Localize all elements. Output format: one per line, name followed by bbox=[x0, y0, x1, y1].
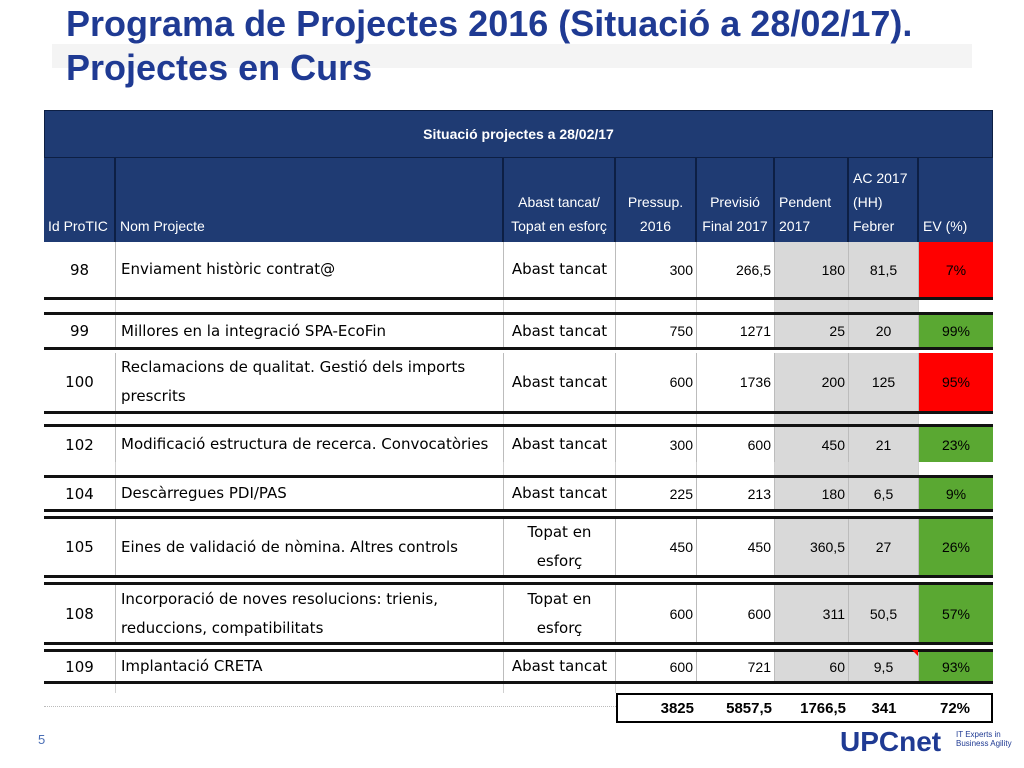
row-gap bbox=[44, 414, 993, 424]
cell-pend: 25 bbox=[775, 315, 849, 347]
table-row bbox=[44, 652, 993, 681]
table-row bbox=[44, 353, 993, 411]
cell-abast: Abast tancat bbox=[504, 478, 616, 509]
table-header-title: Situació projectes a 28/02/17 bbox=[44, 110, 993, 158]
col-header-prev: Previsió Final 2017 bbox=[697, 158, 775, 242]
cell-abast: Abast tancat bbox=[504, 427, 616, 462]
cell-ac: 21 bbox=[849, 427, 919, 462]
table-row bbox=[44, 242, 993, 297]
cell-ac: 125 bbox=[849, 353, 919, 411]
col-header-pend: Pendent 2017 bbox=[775, 158, 849, 242]
cell-name: Enviament històric contrat@ bbox=[116, 242, 504, 297]
cell-prev: 600 bbox=[697, 585, 775, 642]
cell-press: 300 bbox=[616, 242, 697, 297]
col-header-press: Pressup. 2016 bbox=[616, 158, 697, 242]
cell-prev: 450 bbox=[697, 519, 775, 575]
cell-prev: 1271 bbox=[697, 315, 775, 347]
cell-pend: 60 bbox=[775, 652, 849, 681]
cell-abast: Abast tancat bbox=[504, 652, 616, 681]
cell-pend: 200 bbox=[775, 353, 849, 411]
cell-id: 99 bbox=[44, 315, 116, 347]
cell-pend: 450 bbox=[775, 427, 849, 462]
cell-name: Descàrregues PDI/PAS bbox=[116, 478, 504, 509]
cell-press: 750 bbox=[616, 315, 697, 347]
row-gap bbox=[44, 462, 993, 475]
page-title: Programa de Projectes 2016 (Situació a 28/02/17). Projectes en Curs bbox=[66, 3, 913, 88]
cell-id: 109 bbox=[44, 652, 116, 681]
cell-pend: 180 bbox=[775, 478, 849, 509]
cell-prev: 266,5 bbox=[697, 242, 775, 297]
cell-ev: 9% bbox=[919, 478, 993, 509]
cell-ev: 99% bbox=[919, 315, 993, 347]
cell-prev: 213 bbox=[697, 478, 775, 509]
cell-id: 102 bbox=[44, 427, 116, 462]
projects-table bbox=[44, 110, 994, 723]
cell-ev: 7% bbox=[919, 242, 993, 297]
col-header-name: Nom Projecte bbox=[116, 158, 504, 242]
cell-id: 108 bbox=[44, 585, 116, 642]
cell-abast: Topat en esforç bbox=[504, 585, 616, 642]
cell-ev: 93% bbox=[919, 652, 993, 681]
cell-prev: 1736 bbox=[697, 353, 775, 411]
cell-abast: Abast tancat bbox=[504, 353, 616, 411]
col-header-id: Id ProTIC bbox=[44, 158, 116, 242]
table-row bbox=[44, 519, 993, 575]
cell-ac: 50,5 bbox=[849, 585, 919, 642]
cell-ev: 95% bbox=[919, 353, 993, 411]
row-gap bbox=[44, 684, 993, 693]
cell-ac: 81,5 bbox=[849, 242, 919, 297]
cell-ev: 26% bbox=[919, 519, 993, 575]
cell-prev: 600 bbox=[697, 427, 775, 462]
cell-press: 450 bbox=[616, 519, 697, 575]
col-header-ac: AC 2017 (HH) Febrer bbox=[849, 158, 919, 242]
logo-tagline: IT Experts in Business Agility bbox=[956, 730, 1012, 748]
total-ev: 72% bbox=[919, 693, 993, 723]
cell-name: Millores en la integració SPA-EcoFin bbox=[116, 315, 504, 347]
cell-id: 105 bbox=[44, 519, 116, 575]
cell-name: Implantació CRETA bbox=[116, 652, 504, 681]
table-row bbox=[44, 315, 993, 347]
cell-ac: 20 bbox=[849, 315, 919, 347]
cell-ac: 9,5 bbox=[849, 652, 919, 681]
cell-abast: Abast tancat bbox=[504, 242, 616, 297]
page-number: 5 bbox=[38, 732, 46, 747]
table-row bbox=[44, 585, 993, 642]
cell-prev: 721 bbox=[697, 652, 775, 681]
cell-pend: 311 bbox=[775, 585, 849, 642]
cell-ev: 57% bbox=[919, 585, 993, 642]
cell-id: 100 bbox=[44, 353, 116, 411]
cell-name: Modificació estructura de recerca. Convocatòries bbox=[116, 427, 504, 462]
table-row bbox=[44, 478, 993, 509]
total-pend: 1766,5 bbox=[775, 693, 849, 723]
cell-id: 104 bbox=[44, 478, 116, 509]
cell-press: 600 bbox=[616, 353, 697, 411]
total-prev: 5857,5 bbox=[697, 693, 775, 723]
total-press: 3825 bbox=[616, 693, 697, 723]
col-header-abast: Abast tancat/ Topat en esforç bbox=[504, 158, 616, 242]
row-separator bbox=[44, 347, 993, 350]
upcnet-logo bbox=[840, 724, 1020, 764]
cell-press: 300 bbox=[616, 427, 697, 462]
cell-name: Reclamacions de qualitat. Gestió dels imports prescrits bbox=[116, 353, 504, 411]
cell-name: Eines de validació de nòmina. Altres controls bbox=[116, 519, 504, 575]
cell-press: 225 bbox=[616, 478, 697, 509]
table-row bbox=[44, 427, 993, 462]
row-gap bbox=[44, 300, 993, 312]
cell-ac: 6,5 bbox=[849, 478, 919, 509]
cell-press: 600 bbox=[616, 652, 697, 681]
cell-id: 98 bbox=[44, 242, 116, 297]
col-header-ev: EV (%) bbox=[919, 158, 993, 242]
totals-row bbox=[44, 693, 993, 723]
cell-pend: 180 bbox=[775, 242, 849, 297]
cell-abast: Abast tancat bbox=[504, 315, 616, 347]
logo-wordmark: UPCnet bbox=[840, 726, 942, 757]
cell-ac: 27 bbox=[849, 519, 919, 575]
cell-pend: 360,5 bbox=[775, 519, 849, 575]
cell-name: Incorporació de noves resolucions: trienis, reduccions, compatibilitats bbox=[116, 585, 504, 642]
cell-ev: 23% bbox=[919, 427, 993, 462]
cell-abast: Topat en esforç bbox=[504, 519, 616, 575]
comment-marker-icon bbox=[912, 650, 918, 656]
total-ac: 341 bbox=[849, 693, 919, 723]
cell-press: 600 bbox=[616, 585, 697, 642]
